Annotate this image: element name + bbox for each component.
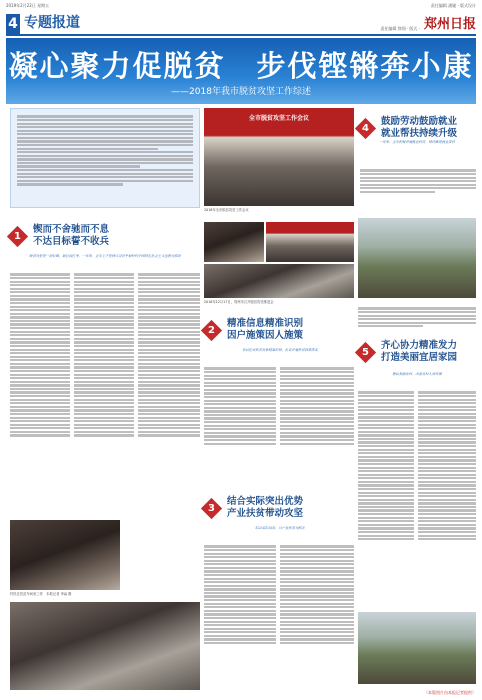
section-4-number: 4 (355, 117, 376, 138)
section-1-header (10, 212, 200, 247)
main-headline: 凝心聚力促脱贫 步伐铿锵奔小康 (8, 49, 474, 83)
top-meta-line (6, 3, 476, 11)
section-5-quote: 建设美丽乡村，改善农村人居环境 (392, 372, 442, 376)
section-4-title-line1: 鼓励劳动鼓励就业 (381, 116, 458, 127)
section-5-col-b (418, 390, 476, 608)
section-3-quote: 结合实际情况，以产业扶贫为抓手 (255, 526, 305, 530)
issue-date: 2019年2月22日 星期五 (6, 3, 50, 8)
section-2-title-line2: 因户施策因人施策 (227, 330, 304, 341)
visit-photo-c (204, 264, 354, 298)
section-1-col-c (138, 272, 200, 512)
greenhouse-photo (358, 612, 476, 684)
meeting-photo (204, 108, 354, 206)
section-1-title-line1: 锲而不舍驰而不息 (33, 224, 110, 235)
section-5-header (358, 338, 476, 368)
section-4-title-line2: 就业帮扶持续升级 (381, 128, 458, 139)
page-number: 4 (6, 14, 20, 34)
village-photo (358, 218, 476, 298)
meeting-photo-caption: 2018年全市脱贫攻坚工作会议 (204, 208, 249, 212)
section-1-quote: 脱贫攻坚是一项长期、艰巨的任务，一年来，全市上下坚持以习近平新时代中国特色社会主义思想为指导 (29, 254, 181, 258)
section-5-title-line1: 齐心协力精准发力 (381, 340, 458, 351)
masthead-logo: 郑州日报 (423, 17, 476, 32)
section-1-col-a (10, 272, 70, 512)
meeting-banner-text: 全市脱贫攻坚工作会议 (248, 115, 309, 122)
workshop-photo (10, 520, 120, 590)
villagers-photo (10, 602, 200, 690)
section-2-col-b (280, 366, 354, 484)
section-5-col-a (358, 390, 414, 608)
intro-text (11, 109, 199, 192)
section-3-title-line1: 结合实际突出优势 (227, 496, 304, 507)
section-2-title-line1: 精准信息精准识别 (227, 318, 304, 329)
header-meta: 责任编辑 徐翔 · 版式 · (380, 26, 420, 31)
intro-summary-box (10, 108, 200, 208)
section-5-number: 5 (355, 341, 376, 362)
section-2-quote: 各县区对扶贫对象精准识别，扎实开展扶贫政策落实 (242, 348, 318, 352)
editor-line: 责任编辑 潘婕 · 版式设计 (430, 3, 476, 8)
section-2-col-a (204, 366, 276, 484)
section-1-number: 1 (7, 225, 28, 246)
section-2-header (204, 312, 354, 342)
section-title: 专题报道 (24, 15, 80, 31)
workshop-photo-caption: 村民在扶贫车间里工作 本报记者 李焱 摄 (10, 592, 72, 596)
footer-note: （本版图片由本报记者提供） (424, 690, 476, 695)
right-mid-caption: 2018年12月17日，郑州市召开脱贫攻坚推进会 (204, 300, 274, 304)
section-4-text-top (360, 168, 476, 214)
section-5-title-line2: 打造美丽宜居家园 (381, 352, 458, 363)
visit-photo-a (204, 222, 264, 262)
section-3-col-b (280, 544, 354, 690)
header-right (380, 13, 476, 32)
section-4-quote: 一年来，全市积极开展就业扶贫，持续推进就业帮扶 (379, 140, 455, 144)
page-header (6, 12, 476, 36)
section-3-col-a (204, 544, 276, 690)
section-2-number: 2 (201, 319, 222, 340)
section-1-col-b (74, 272, 134, 512)
section-3-number: 3 (201, 497, 222, 518)
section-4-header (358, 108, 476, 168)
section-4-text-bottom (358, 306, 476, 342)
section-3-title-line2: 产业扶贫带动攻坚 (227, 508, 304, 519)
section-1-title-line2: 不达目标誓不收兵 (33, 236, 110, 247)
section-3-header (204, 490, 354, 520)
visit-photo-b (266, 222, 354, 262)
sub-headline: ——2018年我市脱贫攻坚工作综述 (171, 87, 311, 97)
